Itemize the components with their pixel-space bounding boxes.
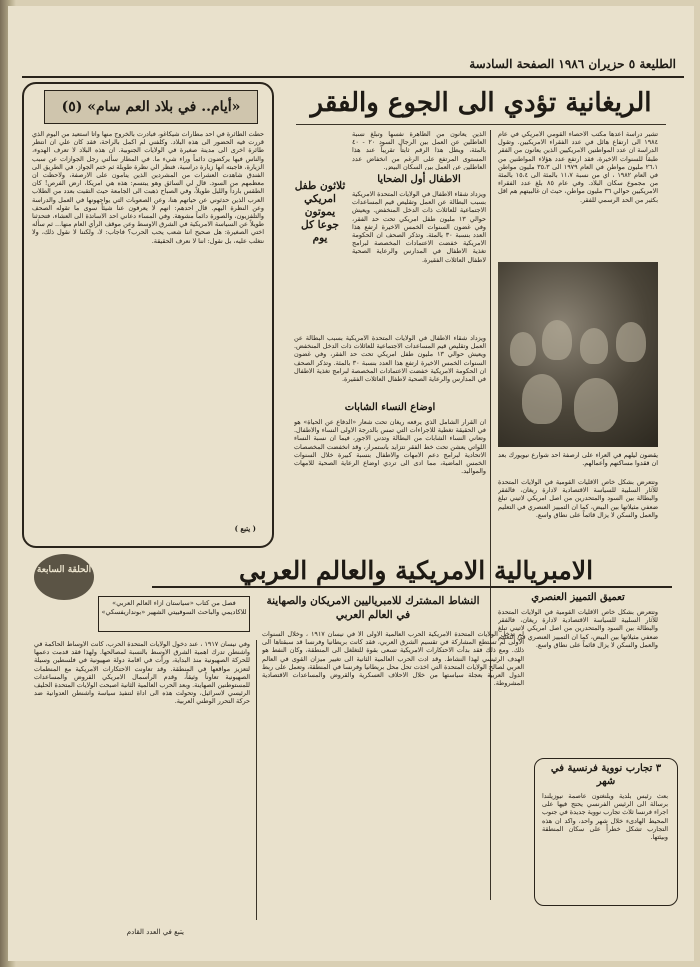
news-photo [498,262,658,447]
main-lead-left: الذين يعانون من الظاهرة نفسها وتبلغ نسبة العاطلين عن العمل بين الرجال السود ٢٠ - ٤٠ بالمئة، ويظل هذا الرقم ثابتاً تقريباً عند هذا المستوى المرتفع على الرغم من انخفاض عدد العاطلين عن العمل بين السكان البيض. [352,130,486,170]
photo-caption: يقضون ليلهم في العراء على ارصفة احد شوارع نيويورك بعد ان فقدوا مساكنهم وأعمالهم. [498,451,658,468]
racism-text: وتتعرض بشكل خاص الاقليات القومية في الولايات المتحدة للآثار السلبية للسياسة الاقتصادية لادارة ريغان، فالفقر والبطالة بين السود والمتحدرين من اصل امريكي لاتيني تبلغ ضعفي مثيلاتها بين البيض، كما ان التمييز العنصري في التعليم والعمل والسكن لا يزال قائماً على نطاق واسع. [498,608,658,649]
photo-figure [542,320,572,360]
page-runner [22,52,684,78]
continued-note: يتبع في العدد القادم [126,928,184,936]
headline-rule [296,124,666,125]
main-headline: الريغانية تؤدي الى الجوع والفقر [310,88,652,118]
serial-text: حطت الطائرة في احد مطارات شيكاغو، فبادرت بالخروج منها واتا استعيد من اليوم الذي قررت فيه الحضور الى هذه البلاد. وكلفني لم اكمل بالراحة، فقد كان علي ان انتظر طائرة اخرى الى مدينة صغيرة في الولايات الجنوبية. ان هذه البلاد لا تعرف الهدوء، والناس فيها يركضون دائماً وراء شيء ما. في المطار سألني رجل الجوازات عن سبب الزيارة، فاجبته انها زيارة دراسية، فنظر الي نظرة طويلة ثم ختم الجواز. في الطريق الى الفندق شاهدت العشرات من المشردين الذين ينامون على الارصفة، ولاحظت ان معظمهم من السود. قال لي السائق وهو يبتسم: هذه هي امريكا، ارض الفرص! كان الطقس بارداً والليل طويلاً، وفي الصباح ذهبت الى الجامعة حيث التقيت بعدد من الطلاب العرب الذين حدثوني عن حياتهم هنا، وعن الصعوبات التي يواجهونها في العمل والدراسة وعن النظرة اليهم. قال احدهم: انهم لا يعرفون عنا شيئاً سوى ما تقوله الصحف والتلفزيون، والصورة دائماً مشوهة. وفي المساء دعاني احد الاساتذة الى العشاء، فتحدثنا طويلاً عن السياسة الامريكية في الشرق الاوسط وعن موقف الرأي العام منها... ثم سأله اختي الصغيرة: هل صحيح اننا شعب يحب الحرب؟ فاجاب: لا، ولكننا لا نقول ذلك، ولا نتغلب عليه، بل نقول: اننا لا نعرف الحقيقة. [32,130,264,245]
episode-badge: الحلقة السابعة [34,554,94,600]
photo-figure [580,328,608,364]
main-lead-right: تشير دراسة اعدها مكتب الاحصاء القومي الامريكي في عام ١٩٨٤ الى ارتفاع هائل في عدد الفقراء الامريكيين. وتقول الدراسة ان عدد المواطنين الامريكيين الذين يعانون من الفقر طبقاً للسنوات الاخيرة، فقد ارتفع عدد هؤلاء المواطنين من ٢٦،١ مليون مواطن في العام ١٩٧٩ الى ٣٥،٣ مليون مواطن في العام ١٩٨٢ ، اي من نسبة ١١،٧ بالمئة الى ١٥،٤ بالمئة من مجموع سكان البلاد. وفي عام ٨٥ بلغ عدد الفقراء الامريكيين حوالي ٣٦ مليون مواطن، حيث ان غالبيتهم هم اقل بكثير من الحد الرسمي للفقر. [498,130,658,204]
children-text: ويزداد شقاء الاطفال في الولايات المتحدة الامريكية بسبب البطالة عن العمل وتقليص قيم المساعدات الاجتماعية للعائلات ذات الدخل المنخفض. ويعيش حوالي ١٣ مليون طفل امريكي تحت حد الفقر، وفي غضون السنوات الخمس الاخيرة ارتفع هذا العدد بنسبة ٣٠ بالمئة. وتذكر الصحف ان الحكومة الامريكية خفضت الاعتمادات المخصصة لبرامج تغذية الاطفال في المدارس والرعاية الصحية لاطفال العائلات الفقيرة. [352,190,486,264]
photo-figure [616,322,646,362]
photo-figure [574,378,618,432]
children-text-cont: ويزداد شقاء الاطفال في الولايات المتحدة الامريكية بسبب البطالة عن العمل وتقليص قيم المساعدات الاجتماعية للعائلات ذات الدخل المنخفض. ويعيش حوالي ١٣ مليون طفل امريكي تحت حد الفقر، وفي غضون السنوات الخمس الاخيرة ارتفع هذا العدد بنسبة ٣٠ بالمئة. وتذكر الصحف ان الحكومة الامريكية خفضت الاعتمادات المخصصة لبرامج تغذية الاطفال في المدارس والرعاية الصحية لاطفال العائلات الفقيرة. [294,334,486,384]
photo-col-text: وتتعرض بشكل خاص الاقليات القومية في الولايات المتحدة للآثار السلبية للسياسة الاقتصادية لادارة ريغان، فالفقر والبطالة بين السود والمتحدرين من اصل امريكي لاتيني تبلغ ضعفي مثيلاتها بين البيض، كما ان التمييز العنصري في التعليم والعمل والسكن لا يزال قائماً على نطاق واسع. [498,478,658,519]
nuclear-text: بعث رئيس بلدية ويلنغتون عاصمة نيوزيلندا برسالة الى الرئيس الفرنسي يحتج فيها على اجراء فرنسا ثلاث تجارب نووية جديدة في جنوب المحيط الهادىء خلال شهر واحد، واكد ان هذه التجارب تشكل خطراً على سكان المنطقة وبيئتها. [542,792,668,842]
serial-title: «أيام.. في بلاد العم سام» (٥) [44,90,258,124]
feature-column-rule [256,640,257,920]
edition-line: الطليعة ٥ حزيران ١٩٨٦ الصفحة السادسة [469,57,676,71]
feature-col-2: وفي نيسان ١٩١٧ ، عند دخول الولايات المتحدة الحرب، كانت الاوساط الحاكمة في واشنطن تدرك اهمية الشرق الاوسط بالنسبة لمصالحها. ولهذا فقد قدمت دعمها للحركة الصهيونية منذ البداية، ورأت في اقامة دولة صهيونية في فلسطين وسيلة لتعزيز مواقعها في المنطقة. وقد تعاونت الاحتكارات الامريكية مع المنظمات الصهيونية تعاوناً وثيقاً، وقدم الرأسمال الامريكي القروض والمساعدات للمستوطنين الصهاينة. وبعد الحرب العالمية الثانية اصبحت الولايات المتحدة الحليف الرئيسي لاسرائيل، وتحولت هذه الى اداة لتنفيذ سياسة واشنطن العدوانية ضد حركة التحرر الوطني العربية. [34,640,250,706]
nuclear-title: ٣ تجارب نووية فرنسية في شهر [550,763,662,787]
feature-headline: الامبريالية الامريكية والعالم العربي [238,556,594,585]
photo-figure [510,332,536,366]
subhead-racism: تعميق التمييز العنصري [531,592,625,603]
photo-figure [522,374,562,424]
feature-subhead: النشاط المشترك للامبرياليين الامريكان والصهاينة في العالم العربي [266,595,480,621]
inset-quote: ثلاثون طفل امريكي يموتون جوعا كل يوم [294,180,346,244]
women-text: ان القرار الشامل الذي يرفعه ريغان تحت شعار «الدفاع عن الحياة» هو في الحقيقة تغطية للاجراءات التي تمس بالدرجة الاولى النساء والاطفال. وتعاني النساء الشابات من البطالة وتدني الاجور، فيما ان نسبة النساء اللواتي يعشن تحت خط الفقر تتزايد باستمرار، وقد انخفضت المخصصات الاتحادية لبرامج دعم الامهات والاطفال بنسبة كبيرة خلال السنوات الخمس الماضية، مما ادى الى تردي اوضاع الرعاية الصحية للامهات والمواليد. [294,418,486,476]
feature-col-1: لم تدخل الولايات المتحدة الامريكية الحرب العالمية الاولى الا في نيسان ١٩١٧ ، وخلال السنوات الاولى لم تستطع المشاركة في تقسيم الشرق العربي، فقد كانت بريطانيا وفرنسا قد سبقتاها الى ذلك. ومع ذلك فقد بدأت الاحتكارات الامريكية تسعى بقوة للتغلغل الى المنطقة، وكان النفط هو الهدف الرئيسي لهذا النشاط. وقد ادت الحرب العالمية الثانية الى تغيير ميزان القوى في العالم العربي لصالح الولايات المتحدة التي اخذت تحل محل بريطانيا وفرنسا في المنطقة، وتعمل على ربط الدول العربية بعجلة سياستها من خلال الاحلاف العسكرية والقروض والمساعدات الاقتصادية المشروطة. [262,630,524,688]
subhead-women: اوضاع النساء الشابات [344,402,436,413]
book-reference: فصل من كتاب «سياستان ازاء العالم العربي» للاكاديمي والباحث السوفييتي الشهير «بونداريفسكي» [98,596,250,632]
feature-rule [152,586,672,588]
subhead-children: الاطفال أول الضحايا [377,174,461,185]
serial-signature: ( يتبع ) [234,524,256,533]
